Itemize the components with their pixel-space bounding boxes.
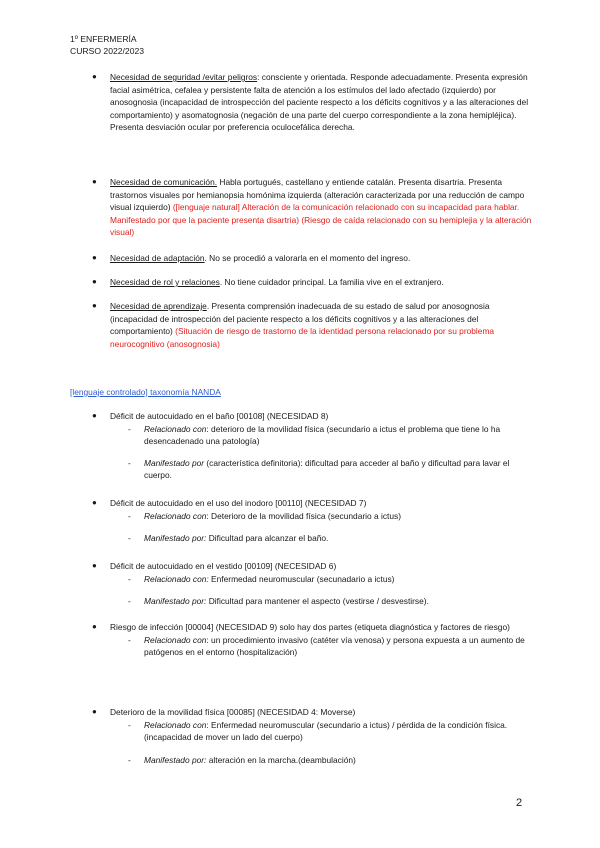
dash-glyph: - xyxy=(128,457,131,468)
bullet-icon: ● xyxy=(92,411,97,420)
course-name: 1º ENFERMERÍA xyxy=(70,34,137,44)
need-item xyxy=(70,300,532,350)
bullet-icon: ● xyxy=(92,561,97,570)
need-title: Necesidad de adaptación xyxy=(110,253,205,263)
detail-text: : un procedimiento invasivo (catéter vía venosa) y persona expuesta a un aumento de patógenos en el entorno (hospitalización) xyxy=(144,634,525,658)
nanda-title: Deterioro de la movilidad física [00085] (NECESIDAD 4: Moverse) xyxy=(110,707,356,717)
nanda-diagnosis xyxy=(70,410,532,482)
dash-glyph: - xyxy=(128,510,131,521)
detail-label: Relacionado con xyxy=(144,634,207,645)
detail-label: Manifestado por xyxy=(144,457,205,468)
detail-label: Manifestado por: xyxy=(144,533,207,544)
nanda-detail xyxy=(128,754,532,767)
detail-text: alteración en la marcha.(deambulación) xyxy=(206,754,356,765)
nanda-diagnosis xyxy=(70,621,532,659)
detail-text: Enfermedad neuromuscular (secunadario a ictus) xyxy=(208,573,395,584)
bullet-icon: ● xyxy=(92,301,97,310)
bullet-icon: ● xyxy=(92,707,97,716)
bullet-icon: ● xyxy=(92,177,97,186)
need-item xyxy=(70,71,532,134)
detail-text: Dificultad para alcanzar el baño. xyxy=(206,533,329,544)
nanda-diagnosis xyxy=(70,706,532,766)
nanda-title: Déficit de autocuidado en el baño [00108] (NECESIDAD 8) xyxy=(110,411,329,421)
page-number: 2 xyxy=(516,797,523,809)
need-item xyxy=(70,276,532,289)
need-body: . No se procedió a valorarla en el momento del ingreso. xyxy=(204,253,411,263)
course-year: CURSO 2022/2023 xyxy=(70,46,145,56)
nanda-detail xyxy=(128,457,532,482)
detail-label: Relacionado con xyxy=(144,510,207,521)
nanda-detail xyxy=(128,573,532,586)
detail-label: Relacionado con: xyxy=(144,573,209,584)
need-title: Necesidad de rol y relaciones xyxy=(110,277,220,287)
detail-label: Relacionado con xyxy=(144,423,207,434)
dash-glyph: - xyxy=(128,596,131,607)
need-body: . Presenta comprensión inadecuada de su estado de salud por anosognosia (incapacidad de introspección del paciente respecto a los déficits cognitivos y a las alteraciones del comportamiento) xyxy=(110,301,490,337)
nanda-link[interactable]: [lenguaje controlado] taxonomía NANDA xyxy=(70,387,221,397)
need-body: . No tiene cuidador principal. La familia vive en el extranjero. xyxy=(219,277,444,287)
dash-glyph: - xyxy=(128,719,131,730)
bullet-icon: ● xyxy=(92,277,97,286)
nanda-detail xyxy=(128,510,532,523)
document-header xyxy=(70,33,144,57)
need-item xyxy=(70,176,532,239)
nanda-diagnosis xyxy=(70,497,532,545)
need-diagnosis: ([lenguaje natural] Alteración de la comunicación relacionado con su incapacidad para hablar. Manifestado por que la paciente presenta disartria) (Riesgo de caída relacionado con su hemiplejia y la alteración visual) xyxy=(110,202,532,238)
nanda-diagnosis xyxy=(70,560,532,608)
dash-glyph: - xyxy=(128,573,131,584)
nanda-title: Riesgo de infección [00004] (NECESIDAD 9) solo hay dos partes (etiqueta diagnóstica y factores de riesgo) xyxy=(110,622,510,632)
dash-glyph: - xyxy=(128,533,131,544)
need-body: Habla portugués, castellano y entiende catalán. Presenta disartria. Presenta trastornos visuales por hemianopsia homónima izquierda (alteración caracterizada por una reducción de campo visual izquierdo) xyxy=(110,177,525,213)
detail-label: Manifestado por: xyxy=(144,596,207,607)
nanda-detail xyxy=(128,719,532,744)
detail-text: Dificultad para mantener el aspecto (vestirse / desvestirse). xyxy=(206,596,429,607)
bullet-icon: ● xyxy=(92,253,97,262)
nanda-detail xyxy=(128,634,532,659)
detail-text: : deterioro de la movilidad física (secundario a ictus el problema que tiene lo ha desencadenado una patología) xyxy=(144,423,501,447)
need-title: Necesidad de seguridad /evitar peligros xyxy=(110,72,258,82)
need-diagnosis: (Situación de riesgo de trastorno de la identidad persona relacionado por su problema neurocognitivo (anosognosia) xyxy=(110,326,495,349)
bullet-icon: ● xyxy=(92,498,97,507)
bullet-icon: ● xyxy=(92,622,97,631)
nanda-title: Déficit de autocuidado en el uso del inodoro [00110] (NECESIDAD 7) xyxy=(110,498,367,508)
nanda-detail xyxy=(128,532,532,545)
bullet-icon: ● xyxy=(92,72,97,81)
nanda-detail xyxy=(128,423,532,448)
dash-glyph: - xyxy=(128,754,131,765)
need-body: : consciente y orientada. Responde adecuadamente. Presenta expresión facial asimétrica, cefalea y persistente falta de atención a los estímulos del lado afectado (izquierdo) por anosognosia (incapacidad de introspección del paciente respecto a los déficits cognitivos y a las alteraciones del comportamiento) y asomatognosia (negación de una parte del cuerpo correspondiente a la zona hemipléjica). Presenta desviación ocular por preferencia oculocefálica derecha. xyxy=(110,72,529,133)
detail-text: : Deterioro de la movilidad física (secundario a ictus) xyxy=(206,510,401,521)
detail-text: : Enfermedad neuromuscular (secundario a ictus) / pérdida de la condición física.(incapacidad de mover un lado del cuerpo) xyxy=(144,719,508,743)
detail-text: (característica definitoria): dificultad para acceder al baño y dificultad para lavar el cuerpo. xyxy=(144,457,510,481)
nanda-detail xyxy=(128,595,532,608)
need-title: Necesidad de aprendizaje xyxy=(110,301,207,311)
need-title: Necesidad de comunicación. xyxy=(110,177,218,187)
need-item xyxy=(70,252,532,265)
detail-label: Manifestado por: xyxy=(144,754,207,765)
section-title[interactable] xyxy=(70,386,532,399)
nanda-title: Déficit de autocuidado en el vestido [00109] (NECESIDAD 6) xyxy=(110,561,337,571)
dash-glyph: - xyxy=(128,634,131,645)
detail-label: Relacionado con xyxy=(144,719,207,730)
dash-glyph: - xyxy=(128,423,131,434)
